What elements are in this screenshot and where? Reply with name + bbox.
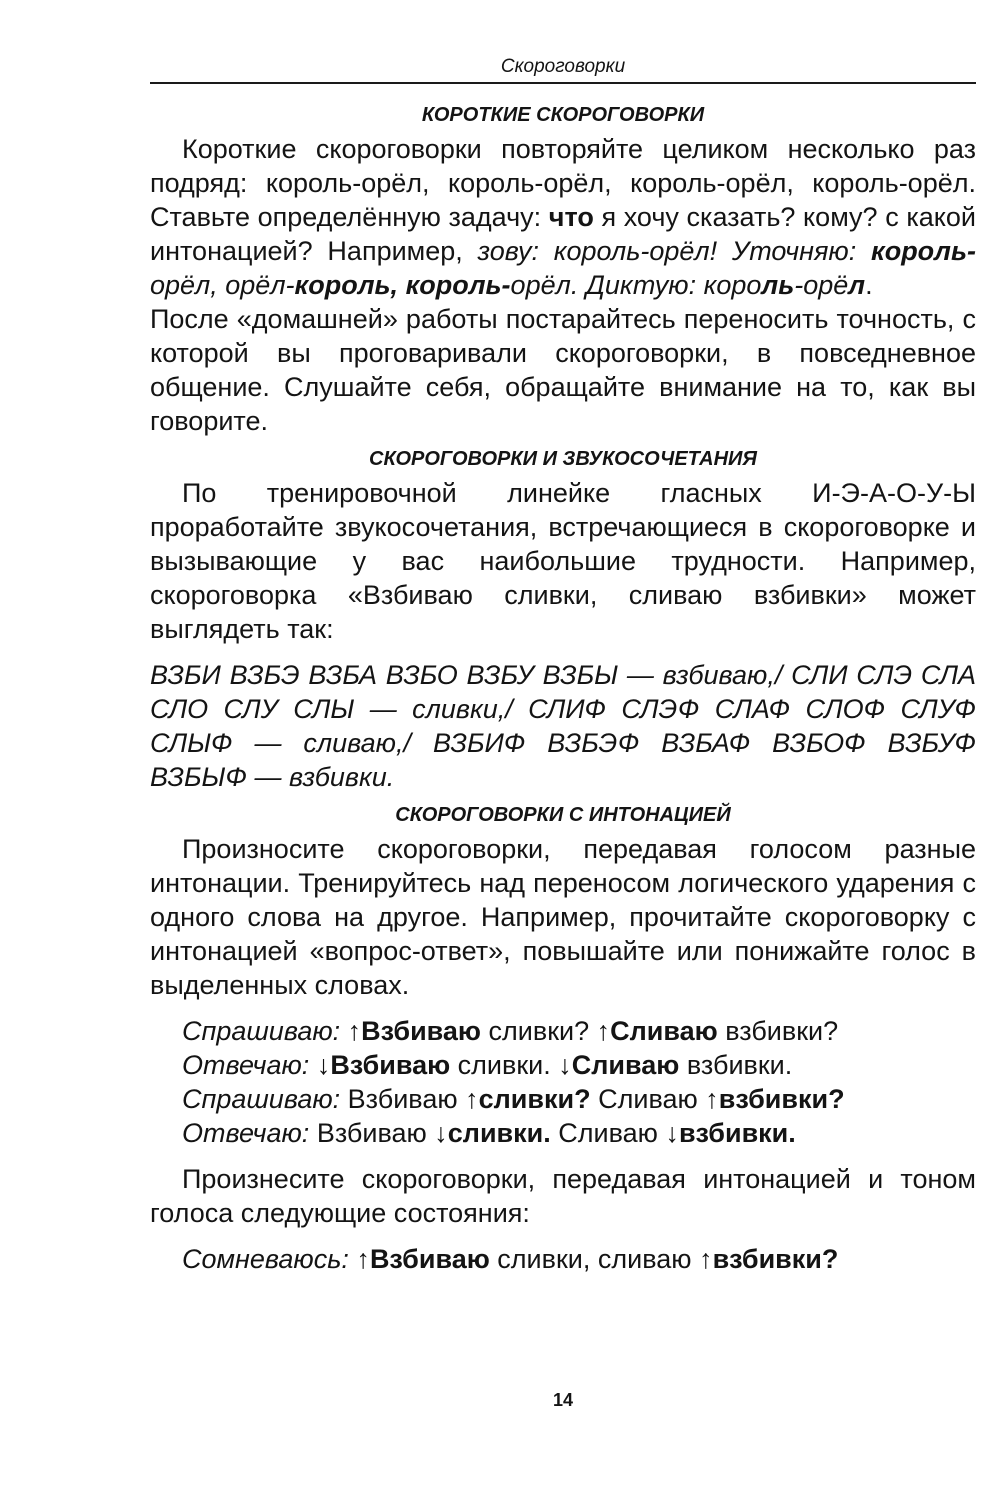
paragraph-short-intro	[150, 132, 976, 302]
example-bold: л	[848, 270, 866, 300]
arrow-down-icon: ↓	[558, 1050, 572, 1080]
arrow-down-icon: ↓	[316, 1050, 331, 1080]
stressed-word: Сливаю	[571, 1050, 680, 1080]
stressed-word: Взбиваю	[361, 1016, 481, 1046]
arrow-up-icon: ↑	[596, 1016, 611, 1046]
dialog-line-doubt	[150, 1242, 976, 1276]
arrow-down-icon: ↓	[665, 1118, 679, 1148]
word: сливки,	[497, 1244, 591, 1274]
dialog-line-answer-2	[150, 1116, 976, 1150]
word: сливаю	[597, 1244, 692, 1274]
example-bold: король,	[294, 270, 399, 300]
label-doubt: Сомневаюсь:	[182, 1244, 349, 1274]
label-ask: Спрашиваю:	[182, 1016, 341, 1046]
example-bold: ль	[761, 270, 795, 300]
dialog-line-answer-1	[150, 1048, 976, 1082]
label-answer: Отвечаю:	[182, 1118, 310, 1148]
example-space	[398, 270, 406, 300]
stressed-word: Взбиваю	[369, 1244, 490, 1274]
page-content	[150, 96, 976, 1276]
arrow-up-icon: ↑	[465, 1084, 479, 1114]
word: Взбиваю	[316, 1118, 427, 1148]
stressed-word: Сливаю	[610, 1016, 718, 1046]
example-italic: орёл. Диктую: коро	[510, 270, 762, 300]
section-title-sound-combinations: СКОРОГОВОРКИ И ЗВУКОСОЧЕТАНИЯ	[369, 448, 757, 470]
stressed-word: взбивки?	[712, 1244, 839, 1274]
paragraph-home-practice: После «домашней» работы постарайтесь переносить точность, с которой вы проговаривали скороговорки, в повседневное общение. Слушайте себя, обращайте внимание на то, как вы говорите.	[150, 304, 976, 436]
paragraph-intonation: Произносите скороговорки, передавая голосом разные интонации. Тренируйтесь над переносом логического ударения с одного слова на другое. Например, прочитайте скороговорку с интонацией «вопрос-ответ», повышайте или понижайте голос в выделенных словах.	[150, 834, 976, 1000]
word: Взбиваю	[347, 1084, 458, 1114]
word: взбивки?	[725, 1016, 839, 1046]
word: Сливаю	[558, 1118, 658, 1148]
stressed-word: сливки.	[447, 1118, 551, 1148]
text-run: Короткие скороговорки повторяйте целиком несколько раз подряд: король-орёл, король-орёл, король-орёл, король-орёл. Ставьте определённую задачу:	[150, 134, 976, 232]
arrow-down-icon: ↓	[434, 1118, 448, 1148]
example-italic: зову: король-орёл! Уточняю:	[477, 236, 872, 266]
section-title-short-tongue-twisters: КОРОТКИЕ СКОРОГОВОРКИ	[421, 104, 705, 126]
example-italic: -орё	[794, 270, 849, 300]
label-answer: Отвечаю:	[182, 1050, 310, 1080]
example-bold: король-	[871, 236, 976, 266]
example-bold: король-	[405, 270, 511, 300]
arrow-up-icon: ↑	[699, 1244, 713, 1274]
stressed-word: сливки?	[478, 1084, 591, 1114]
header-rule	[150, 82, 976, 84]
stressed-word: взбивки?	[718, 1084, 845, 1114]
syllable-drill: ВЗБИ ВЗБЭ ВЗБА ВЗБО ВЗБУ ВЗБЫ — взбиваю,/ СЛИ СЛЭ СЛА СЛО СЛУ СЛЫ — сливки,/ СЛИФ СЛЭФ СЛАФ СЛОФ СЛУФ СЛЫФ — сливаю,/ ВЗБИФ ВЗБЭФ ВЗБАФ ВЗБОФ ВЗБУФ ВЗБЫФ — взбивки.	[150, 660, 976, 792]
label-ask: Спрашиваю:	[182, 1084, 341, 1114]
arrow-up-icon: ↑	[356, 1244, 370, 1274]
word: сливки.	[457, 1050, 551, 1080]
example-italic: орёл, орёл-	[150, 270, 295, 300]
dialog-line-ask-1	[150, 1014, 976, 1048]
paragraph-vowel-line: По тренировочной линейке гласных И-Э-А-О-У-Ы проработайте звукосочетания, встречающиеся в скороговорке и вызывающие у вас наибольшие трудности. Например, скороговорка «Взбиваю сливки, сливаю взбивки» может выглядеть так:	[150, 478, 976, 644]
dialog-line-ask-2	[150, 1082, 976, 1116]
paragraph-states: Произнесите скороговорки, передавая интонацией и тоном голоса следующие состояния:	[150, 1164, 976, 1228]
text-run: .	[865, 270, 873, 300]
stressed-word: Взбиваю	[330, 1050, 451, 1080]
dialog-block	[150, 1014, 976, 1150]
stressed-word: взбивки.	[678, 1118, 796, 1148]
text-run: я хочу сказать? кому? с какой интонацией? Например,	[150, 202, 976, 266]
running-head: Скороговорки	[500, 56, 626, 77]
section-title-intonation: СКОРОГОВОРКИ С ИНТОНАЦИЕЙ	[395, 804, 731, 826]
word: сливки?	[488, 1016, 590, 1046]
emphasis-what: что	[548, 202, 594, 232]
arrow-up-icon: ↑	[347, 1016, 362, 1046]
arrow-up-icon: ↑	[705, 1084, 719, 1114]
word: Сливаю	[598, 1084, 698, 1114]
word: взбивки.	[686, 1050, 793, 1080]
page-number: 14	[552, 1390, 574, 1410]
